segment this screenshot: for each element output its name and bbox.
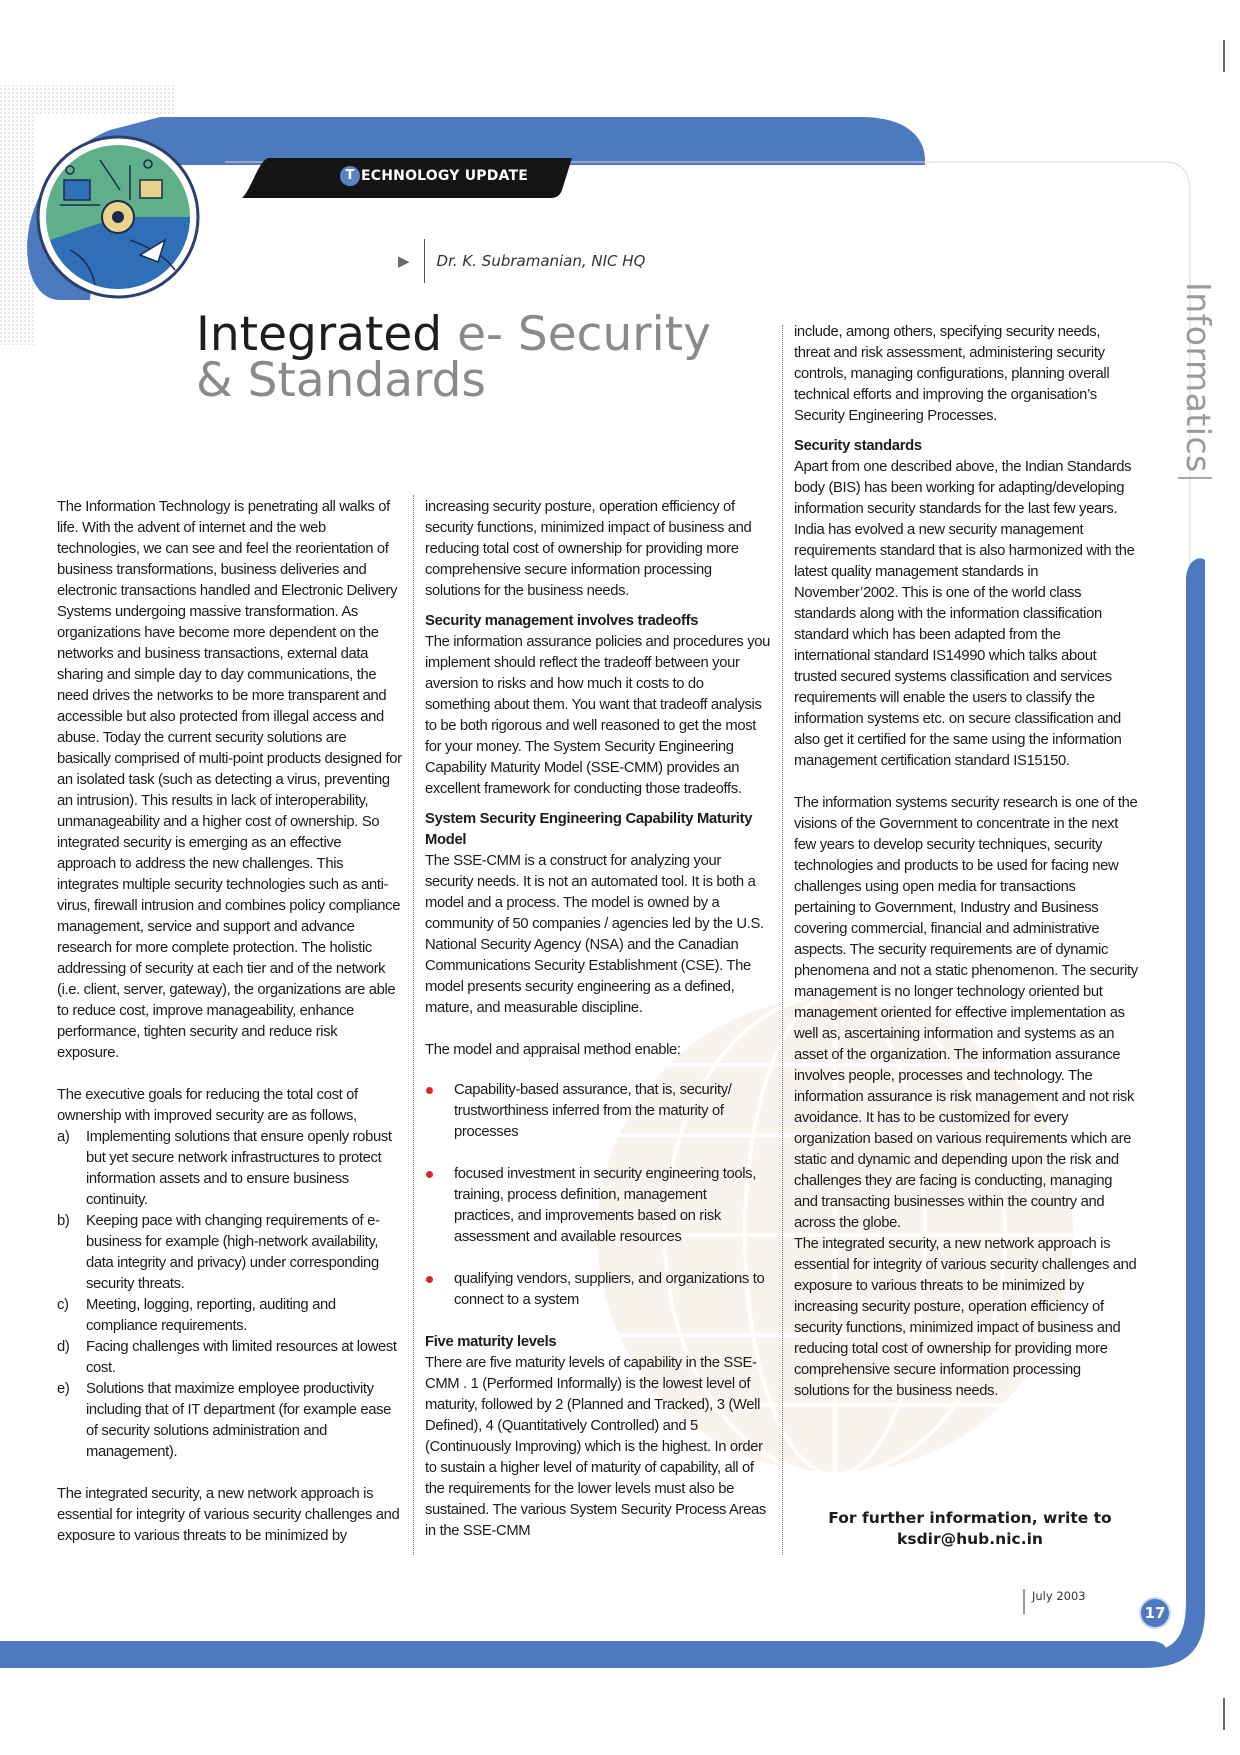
heading-sse-cmm: System Security Engineering Capability Maturity Model (425, 811, 753, 848)
col3-closing-paragraph: The integrated security, a new network approach is essential for integrity of various security challenges and exposure to various threats to be minimized by increasing security posture, operation efficiency of security functions, minimized impact of business and reducing total cost of ownership for providing more comprehensive secure information processing solutions for the business needs. (794, 1236, 1137, 1399)
section-tab-label (340, 162, 528, 190)
title-grey-line2: & Standards (196, 353, 486, 408)
author-name: Dr. K. Subramanian, NIC HQ (436, 252, 646, 270)
bullet-dot (426, 1276, 433, 1283)
col3-continued-paragraph: include, among others, specifying security needs, threat and risk assessment, administering security controls, managing configurations, planning overall technical efforts and improving the organisation’s Security Engineering Processes. (794, 324, 1110, 424)
list-item (57, 1127, 402, 1211)
col3-standards-paragraph: Apart from one described above, the Indian Standards body (BIS) has been working for adapting/developing information security standards for the last few years. India has evolved a new security management requirements standard that is also harmonized with the latest quality management standards in November’2002. This is one of the world class standards along with the information classification standard which has been adapted from the international standard IS14990 which talks about trusted secured systems classification and services requirements will enable the users to classify the information systems etc. on secure classification and also get it certified for the same using the information management certification standard IS15150. (794, 459, 1135, 769)
list-item (425, 1164, 770, 1248)
enable-bullet-list (425, 1080, 770, 1311)
col1-intro-paragraph: The Information Technology is penetrating all walks of life. With the advent of internet and the web technologies, we can see and feel the reorientation of business transformations, business deliveries and electronic transactions handled and Electronic Delivery Systems undergoing massive transformation. As organizations have become more dependent on the networks and business transactions, external data sharing and simple day to day communications, the need drives the networks to be more transparent and accessible but also protected from illegal access and abuse. Today the current security solutions are basically comprised of multi-point products designed for an isolated task (such as detecting a virus, preventing an intrusion). This results in lack of interoperability, unmanageability and a higher cost of ownership. So integrated security is emerging as an effective approach to address the new challenges. This integrates multiple security technologies such as anti-virus, firewall intrusion and combines policy compliance management, service and support and advance research for more complete protection. The holistic addressing of security at each tier and of the network (i.e. client, server, gateway), the organizations are able to reduce cost, improve manageability, enhance performance, tighten security and reduce risk exposure. (57, 499, 402, 1061)
col2-tradeoffs-paragraph: The information assurance policies and procedures you implement should reflect the tradeoff between your aversion to risks and how much it costs to do something about them. You want that tradeoff analysis to be both rigorous and well reasoned to get the most for your money. The System Security Engineering Capability Maturity Model (SSE-CMM) provides an excellent framework for conducting those tradeoffs. (425, 634, 771, 797)
goal-text: Meeting, logging, reporting, auditing and compliance requirements. (86, 1297, 336, 1334)
list-item (425, 1269, 770, 1311)
author-divider (424, 239, 425, 283)
column-2 (425, 497, 770, 1542)
bullet-text: Capability-based assurance, that is, security/ trustworthiness inferred from the maturity of processes (454, 1082, 732, 1140)
tab-text: ECHNOLOGY UPDATE (361, 168, 529, 184)
title-dark: Integrated (196, 307, 443, 362)
tab-initial: T (340, 166, 360, 186)
goal-marker: c) (57, 1297, 69, 1313)
circuit-globe-logo-icon (38, 137, 198, 297)
column-divider-1 (413, 495, 414, 1555)
list-item (57, 1211, 402, 1295)
goal-text: Solutions that maximize employee productivity including that of IT department (for example ease of security solutions administration and management). (86, 1381, 392, 1460)
blue-frame-right (1140, 558, 1205, 1668)
halftone-strip-top (36, 85, 176, 115)
goal-marker: b) (57, 1213, 70, 1229)
bullet-dot (426, 1171, 433, 1178)
goal-marker: a) (57, 1129, 70, 1145)
issue-date: July 2003 (1032, 1589, 1086, 1603)
col2-continued-paragraph: increasing security posture, operation efficiency of security functions, minimized impact of business and reducing total cost of ownership for providing more comprehensive secure information processing solutions for the business needs. (425, 499, 752, 599)
heading-tradeoffs: Security management involves tradeoffs (425, 613, 699, 629)
col2-sse-cmm-paragraph: The SSE-CMM is a construct for analyzing your security needs. It is not an automated tool. It is both a model and a process. The model is owned by a community of 50 companies / agencies led by the U.S. National Security Agency (NSA) and the Canadian Communications Security Establishment (CSE). The model presents security engineering as a defined, mature, and measurable discipline. (425, 853, 764, 1016)
blue-frame-bottom (0, 1641, 1166, 1668)
column-divider-2 (782, 325, 783, 1555)
heading-security-standards: Security standards (794, 438, 922, 454)
side-label-informatics: Informatics (1179, 282, 1218, 473)
goal-text: Keeping pace with changing requirements of e-business for example (high-network availability, data integrity and privacy) under corresponding security threats. (86, 1213, 380, 1292)
goal-marker: e) (57, 1381, 70, 1397)
heading-maturity-levels: Five maturity levels (425, 1334, 557, 1350)
goal-text: Facing challenges with limited resources at lowest cost. (86, 1339, 397, 1376)
article-title (196, 307, 711, 408)
bullet-text: qualifying vendors, suppliers, and organizations to connect to a system (454, 1271, 765, 1308)
goals-list (57, 1127, 402, 1463)
halftone-strip-left (0, 85, 36, 345)
author-line (398, 238, 645, 284)
column-3 (794, 322, 1139, 1402)
col2-maturity-paragraph: There are five maturity levels of capability in the SSE-CMM . 1 (Performed Informally) is the lowest level of maturity, followed by 2 (Planned and Tracked), 3 (Well Defined), 4 (Quantitatively Controlled) and 5 (Continuously Improving) which is the highest. In order to sustain a higher level of maturity of capability, all of the requirements for the lower levels must also be sustained. The various System Security Process Areas in the SSE-CMM (425, 1355, 766, 1539)
col2-enable-lead: The model and appraisal method enable: (425, 1042, 681, 1058)
column-1 (57, 497, 402, 1547)
contact-line: For further information, write to (828, 1509, 1112, 1527)
arrow-right-icon: ▶ (398, 252, 410, 270)
bullet-dot (426, 1087, 433, 1094)
list-item (57, 1295, 402, 1337)
list-item (57, 1337, 402, 1379)
goal-text: Implementing solutions that ensure openly robust but yet secure network infrastructures to protect information assets and to ensure business continuity. (86, 1129, 392, 1208)
goal-marker: d) (57, 1339, 70, 1355)
list-item (57, 1379, 402, 1463)
bullet-text: focused investment in security engineering tools, training, process definition, management practices, and improvements based on risk assessment and available resources (454, 1166, 756, 1245)
title-grey-line1: e- Security (442, 307, 711, 362)
col3-research-paragraph: The information systems security research is one of the visions of the Government to concentrate in the next few years to develop security techniques, security technologies and products to be used for facing new challenges using open media for transactions pertaining to Government, Industry and Business covering commercial, financial and administrative aspects. The security requirements are of dynamic phenomena and not a static phenomenon. The security management is no longer technology oriented but management oriented for effective implementation as well as, ascertaining information and systems as an asset of the organization. The information assurance involves people, processes and technology. The information assurance is risk management and not risk avoidance. It has to be customized for every organization based on various requirements which are static and dynamic and depending upon the risk and challenges they are facing is conducting, managing and transacting businesses within the country and across the globe. (794, 795, 1138, 1231)
col1-closing-paragraph: The integrated security, a new network approach is essential for integrity of various security challenges and exposure to various threats to be minimized by (57, 1486, 400, 1544)
page-number-badge: 17 (1139, 1597, 1171, 1629)
col1-goals-lead: The executive goals for reducing the total cost of ownership with improved security are as follows, (57, 1087, 358, 1124)
list-item (425, 1080, 770, 1143)
contact-note (800, 1508, 1140, 1550)
contact-email: ksdir@hub.nic.in (897, 1530, 1043, 1548)
